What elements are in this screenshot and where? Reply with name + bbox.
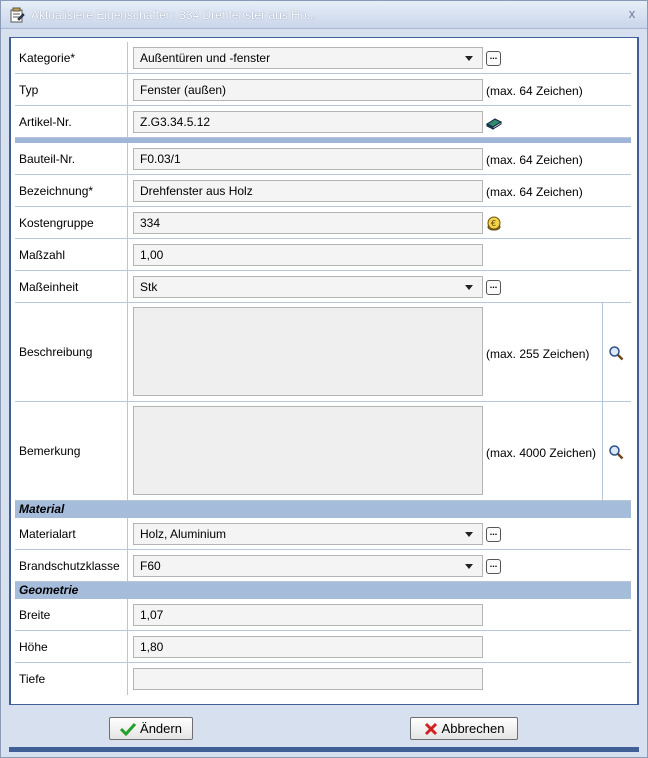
hoehe-value: 1,80 xyxy=(140,640,164,654)
row-materialart xyxy=(15,518,631,550)
magnifier-icon[interactable] xyxy=(608,345,624,361)
chevron-down-icon xyxy=(465,564,473,569)
label-bezeichnung: Bezeichnung* xyxy=(15,175,128,206)
masszahl-value: 1,00 xyxy=(140,248,164,262)
close-icon[interactable]: x xyxy=(628,6,636,21)
book-icon[interactable] xyxy=(486,114,502,130)
row-bauteil xyxy=(15,143,631,175)
breite-input[interactable] xyxy=(133,604,483,626)
row-masszahl xyxy=(15,239,631,271)
section-geometrie: Geometrie xyxy=(15,582,631,599)
beschreibung-textarea[interactable] xyxy=(133,307,483,396)
label-typ: Typ xyxy=(15,74,128,105)
row-kostengruppe xyxy=(15,207,631,239)
abbrechen-label: Abbrechen xyxy=(441,721,505,736)
materialart-select[interactable] xyxy=(133,523,483,545)
label-hoehe: Höhe xyxy=(15,631,128,662)
materialart-value: Holz, Aluminium xyxy=(140,527,227,541)
bemerkung-max-note: (max. 4000 Zeichen) xyxy=(486,446,597,460)
masszahl-input[interactable] xyxy=(133,244,483,266)
materialart-more-button[interactable]: ... xyxy=(486,527,501,542)
bauteil-input[interactable] xyxy=(133,148,483,170)
hoehe-input[interactable] xyxy=(133,636,483,658)
brandschutz-value: F60 xyxy=(140,559,161,573)
form-panel xyxy=(9,37,639,705)
breite-value: 1,07 xyxy=(140,608,164,622)
label-bemerkung: Bemerkung xyxy=(15,402,128,500)
window-title: Aktualisiere Eigenschaften: 334 Drehfenster aus Ho... xyxy=(31,8,317,22)
bauteil-max-note: (max. 64 Zeichen) xyxy=(486,153,583,167)
kategorie-more-button[interactable]: ... xyxy=(486,51,501,66)
label-kategorie: Kategorie* xyxy=(15,42,128,73)
typ-input[interactable] xyxy=(133,79,483,101)
typ-value: Fenster (außen) xyxy=(140,83,227,97)
tiefe-input[interactable] xyxy=(133,668,483,690)
checkmark-icon xyxy=(120,722,136,736)
kategorie-select[interactable] xyxy=(133,47,483,69)
label-materialart: Materialart xyxy=(15,518,128,549)
bezeichnung-max-note: (max. 64 Zeichen) xyxy=(486,185,583,199)
artikel-input[interactable] xyxy=(133,111,483,133)
row-bezeichnung xyxy=(15,175,631,207)
label-kostengruppe: Kostengruppe xyxy=(15,207,128,238)
row-brandschutz xyxy=(15,550,631,582)
cancel-x-icon xyxy=(424,722,438,736)
footer-border xyxy=(9,747,639,752)
chevron-down-icon xyxy=(465,532,473,537)
row-masseinheit xyxy=(15,271,631,303)
kostengruppe-input[interactable] xyxy=(133,212,483,234)
abbrechen-button[interactable] xyxy=(410,717,518,740)
magnifier-icon[interactable] xyxy=(608,444,624,460)
label-tiefe: Tiefe xyxy=(15,663,128,695)
beschreibung-zoom-cell xyxy=(602,303,631,401)
beschreibung-max-note: (max. 255 Zeichen) xyxy=(486,347,590,361)
label-brandschutz: Brandschutzklasse xyxy=(15,550,128,581)
bemerkung-textarea[interactable] xyxy=(133,406,483,495)
row-tiefe xyxy=(15,663,631,695)
aendern-label: Ändern xyxy=(140,721,182,736)
row-beschreibung xyxy=(15,303,631,402)
brandschutz-more-button[interactable]: ... xyxy=(486,559,501,574)
properties-icon xyxy=(9,7,25,23)
kostengruppe-value: 334 xyxy=(140,216,161,230)
row-typ xyxy=(15,74,631,106)
title-bar[interactable] xyxy=(1,1,647,29)
svg-text:€: € xyxy=(491,219,497,228)
row-hoehe xyxy=(15,631,631,663)
label-masseinheit: Maßeinheit xyxy=(15,271,128,302)
kategorie-value: Außentüren und -fenster xyxy=(140,51,271,65)
masseinheit-select[interactable] xyxy=(133,276,483,298)
masseinheit-value: Stk xyxy=(140,280,158,294)
chevron-down-icon xyxy=(465,285,473,290)
brandschutz-select[interactable] xyxy=(133,555,483,577)
row-breite xyxy=(15,599,631,631)
row-bemerkung xyxy=(15,402,631,501)
bezeichnung-value: Drehfenster aus Holz xyxy=(140,184,253,198)
label-breite: Breite xyxy=(15,599,128,630)
label-bauteil: Bauteil-Nr. xyxy=(15,143,128,174)
label-artikel: Artikel-Nr. xyxy=(15,106,128,137)
chevron-down-icon xyxy=(465,56,473,61)
aendern-button[interactable] xyxy=(109,717,193,740)
masseinheit-more-button[interactable]: ... xyxy=(486,280,501,295)
label-masszahl: Maßzahl xyxy=(15,239,128,270)
row-artikel xyxy=(15,106,631,138)
euro-coins-icon[interactable] xyxy=(486,215,502,231)
row-kategorie xyxy=(15,42,631,74)
bemerkung-zoom-cell xyxy=(602,402,631,500)
bauteil-value: F0.03/1 xyxy=(140,152,181,166)
section-material: Material xyxy=(15,501,631,518)
typ-max-note: (max. 64 Zeichen) xyxy=(486,84,583,98)
artikel-value: Z.G3.34.5.12 xyxy=(140,115,211,129)
bezeichnung-input[interactable] xyxy=(133,180,483,202)
label-beschreibung: Beschreibung xyxy=(15,303,128,401)
